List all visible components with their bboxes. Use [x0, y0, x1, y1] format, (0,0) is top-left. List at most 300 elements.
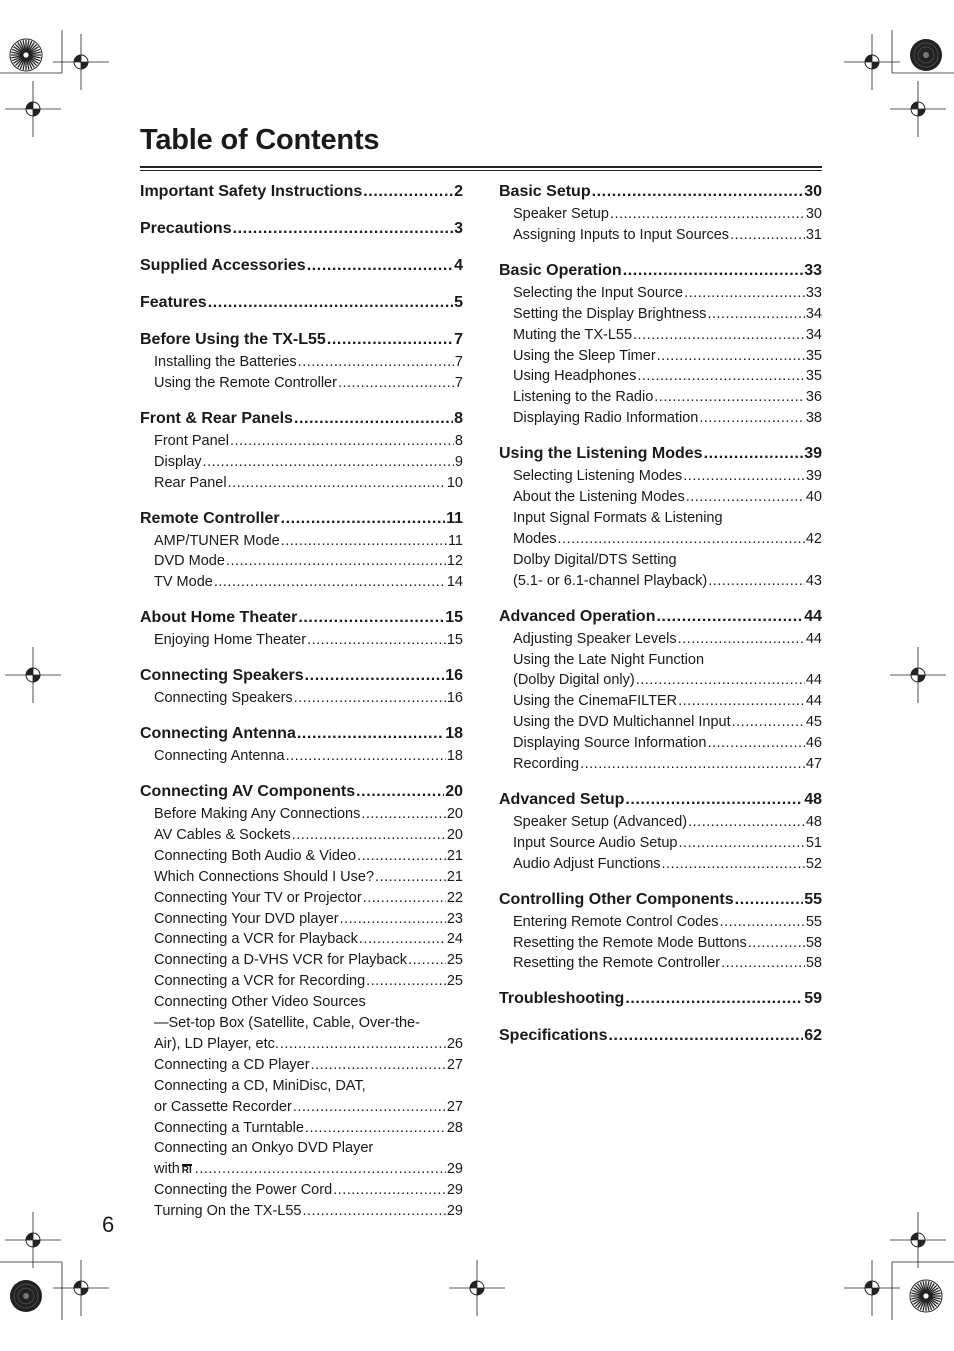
dot-leader: [356, 780, 444, 804]
toc-entry-page: 44: [805, 693, 822, 710]
toc-entry-line: Input Signal Formats & Listening: [513, 509, 723, 526]
toc-entry-page: 51: [805, 834, 822, 851]
toc-entry-text: Resetting the Remote Controller: [513, 955, 721, 972]
toc-entry: [499, 225, 822, 246]
toc-heading-text: About Home Theater: [140, 609, 298, 627]
dot-leader: [608, 1024, 803, 1048]
dot-leader: [327, 328, 453, 352]
toc-entry: [140, 551, 463, 572]
toc-left-column: [140, 180, 463, 1235]
toc-heading: [499, 259, 822, 283]
toc-entry-text: Installing the Batteries: [154, 354, 297, 370]
toc-entry: [140, 1159, 463, 1180]
toc-heading: [140, 328, 463, 352]
toc-heading-page: 7: [454, 331, 463, 348]
toc-entry-text: Selecting the Input Source: [513, 284, 684, 301]
toc-entry: [140, 746, 463, 767]
toc-entry-text: Connecting Both Audio & Video: [154, 847, 357, 864]
toc-entry: [499, 408, 822, 429]
toc-entry: [499, 670, 822, 691]
toc-entry-text: DVD Mode: [154, 553, 225, 570]
toc-heading-text: Supplied Accessories: [140, 257, 306, 274]
toc-entry-page: 29: [446, 1203, 463, 1220]
dot-leader: [357, 846, 446, 867]
toc-section: [140, 722, 463, 767]
dot-leader: [683, 466, 805, 487]
title-rule-thin: [140, 170, 822, 171]
toc-entry-text: Display: [154, 453, 202, 470]
toc-heading-page: 48: [804, 790, 822, 808]
toc-entry: [499, 912, 822, 933]
toc-entry-text: Audio Adjust Functions: [513, 855, 661, 872]
ri-logo-icon: RI: [181, 1165, 192, 1177]
toc-heading-page: 30: [804, 183, 822, 200]
toc-entry: [499, 933, 822, 954]
toc-entry-page: 16: [446, 690, 463, 707]
toc-entry-text: Input Source Audio Setup: [513, 834, 678, 851]
dot-leader: [307, 630, 446, 651]
toc-entry: [499, 833, 822, 854]
toc-section: [499, 442, 822, 591]
toc-heading-page: 55: [804, 890, 822, 908]
toc-heading-text: Controlling Other Components: [499, 890, 734, 908]
toc-heading: [499, 605, 822, 629]
toc-entry-page: 7: [454, 374, 463, 391]
toc-entry-text: Before Making Any Connections: [154, 805, 361, 822]
toc-heading-text: Remote Controller: [140, 509, 280, 527]
toc-heading-page: 59: [804, 990, 822, 1008]
toc-heading: [140, 606, 463, 630]
toc-section: [140, 254, 463, 278]
toc-entry-text: Connecting a CD Player: [154, 1056, 310, 1073]
toc-entry: [140, 630, 463, 651]
toc-heading: [140, 217, 463, 241]
toc-entry-page: 25: [446, 973, 463, 990]
toc-heading: [499, 442, 822, 466]
dot-leader: [305, 664, 445, 688]
toc-entry: [499, 629, 822, 650]
title-rule: [140, 166, 822, 168]
toc-heading-text: Advanced Setup: [499, 790, 625, 808]
toc-entry-page: 29: [446, 1182, 463, 1199]
toc-heading: [499, 788, 822, 812]
toc-entry: [140, 1097, 463, 1118]
toc-heading-page: 4: [454, 257, 463, 274]
toc-heading-page: 39: [804, 445, 822, 463]
toc-entry-text: Adjusting Speaker Levels: [513, 630, 677, 647]
toc-entry: [499, 529, 822, 550]
dot-leader: [298, 352, 454, 373]
toc-entry: [140, 531, 463, 552]
toc-entry: [140, 373, 463, 394]
toc-entry: [499, 487, 822, 508]
dot-leader: [633, 325, 805, 346]
toc-entry: [140, 1055, 463, 1076]
dot-leader: [699, 408, 804, 429]
toc-entry-text: Setting the Display Brightness: [513, 305, 707, 322]
toc-entry-text: Connecting Your DVD player: [154, 910, 339, 927]
toc-entry-page: 35: [805, 347, 822, 364]
toc-heading-page: 18: [445, 725, 463, 743]
toc-entry-page: 23: [446, 910, 463, 927]
toc-section: [499, 888, 822, 975]
toc-heading: [140, 180, 463, 204]
toc-entry-text: Muting the TX-L55: [513, 326, 633, 343]
page-title: Table of Contents: [140, 124, 380, 156]
toc-heading: [140, 780, 463, 804]
dot-leader: [361, 804, 446, 825]
toc-entry-text: (5.1- or 6.1-channel Playback): [513, 572, 708, 589]
toc-entry-page: 36: [805, 389, 822, 406]
toc-entry: [499, 691, 822, 712]
dot-leader: [707, 733, 804, 754]
toc-entry-page: 39: [805, 468, 822, 485]
dot-leader: [720, 912, 805, 933]
toc-heading: [140, 664, 463, 688]
toc-entry-page: 28: [446, 1119, 463, 1136]
dot-leader: [298, 606, 444, 630]
toc-entry-text: Rear Panel: [154, 474, 227, 491]
toc-heading-text: Using the Listening Modes: [499, 445, 703, 463]
toc-heading: [499, 180, 822, 204]
toc-entry-text: Connecting Speakers: [154, 690, 293, 707]
toc-entry-page: 34: [805, 305, 822, 322]
toc-entry-page: 46: [805, 735, 822, 752]
dot-leader: [686, 487, 805, 508]
toc-entry-text: Connecting a Turntable: [154, 1119, 304, 1136]
toc-section: [140, 217, 463, 241]
toc-section: [499, 1024, 822, 1048]
toc-entry: [140, 1118, 463, 1139]
toc-entry: [140, 572, 463, 593]
toc-heading-text: Features: [140, 294, 207, 311]
toc-heading-page: 62: [804, 1027, 822, 1045]
toc-entry: [140, 971, 463, 992]
toc-entry: [499, 854, 822, 875]
toc-heading-text: Before Using the TX-L55: [140, 331, 326, 348]
toc-entry-text: Using the DVD Multichannel Input: [513, 714, 731, 731]
toc-entry-text: AV Cables & Sockets: [154, 826, 291, 843]
dot-leader: [684, 283, 805, 304]
toc-heading: [140, 407, 463, 431]
toc-entry-page: 35: [805, 368, 822, 385]
dot-leader: [363, 180, 453, 204]
toc-entry-text: Assigning Inputs to Input Sources: [513, 226, 730, 243]
dot-leader: [678, 691, 805, 712]
toc-entry-text: Connecting a D-VHS VCR for Playback: [154, 952, 408, 969]
toc-entry-page: 47: [805, 756, 822, 773]
toc-section: [140, 606, 463, 651]
dot-leader: [294, 688, 446, 709]
dot-leader: [636, 670, 805, 691]
toc-entry-page: 7: [454, 354, 463, 370]
toc-entry-page: 20: [446, 805, 463, 822]
toc-entry: [499, 733, 822, 754]
toc-heading: [140, 507, 463, 531]
dot-leader: [230, 431, 454, 452]
toc-entry-text: Connecting Your TV or Projector: [154, 889, 362, 906]
toc-entry: [140, 688, 463, 709]
dot-leader: [637, 366, 805, 387]
toc-entry-page: 31: [805, 226, 822, 243]
dot-leader: [656, 605, 803, 629]
toc-entry-page: 15: [446, 632, 463, 649]
toc-entry-text: or Cassette Recorder: [154, 1098, 292, 1115]
toc-entry-page: 44: [805, 672, 822, 689]
toc-entry-page: 42: [805, 530, 822, 547]
toc-entry-page: 12: [446, 553, 463, 570]
toc-entry-page: 52: [805, 855, 822, 872]
toc-entry-line: Connecting Other Video Sources: [154, 994, 366, 1011]
toc-entry: [140, 452, 463, 473]
dot-leader: [730, 225, 805, 246]
toc-section: [140, 180, 463, 204]
dot-leader: [280, 1034, 446, 1055]
dot-leader: [708, 571, 805, 592]
toc-entry-line: Dolby Digital/DTS Setting: [513, 551, 677, 568]
toc-entry-page: 10: [446, 474, 463, 491]
dot-leader: [654, 387, 805, 408]
toc-entry: [499, 571, 822, 592]
toc-entry-text: Recording: [513, 756, 580, 773]
toc-section: [499, 987, 822, 1011]
dot-leader: [748, 933, 805, 954]
dot-leader: [366, 971, 446, 992]
toc-entry-text: Using the Sleep Timer: [513, 347, 656, 364]
toc-entry-page: 30: [805, 206, 822, 222]
dot-leader: [625, 987, 803, 1011]
toc-entry: [499, 283, 822, 304]
toc-section: [140, 328, 463, 394]
dot-leader: [281, 507, 446, 531]
toc-entry-text: AMP/TUNER Mode: [154, 532, 280, 549]
toc-entry: [499, 812, 822, 833]
toc-heading-text: Advanced Operation: [499, 607, 656, 625]
toc-heading-text: Precautions: [140, 220, 232, 237]
toc-entry-text: with: [154, 1161, 180, 1178]
toc-heading-text: Connecting Antenna: [140, 725, 296, 743]
toc-entry: [499, 204, 822, 225]
dot-leader: [610, 204, 805, 225]
toc-entry-page: 9: [454, 453, 463, 470]
toc-entry-line: Connecting an Onkyo DVD Player: [154, 1140, 374, 1157]
toc-entry-text: TV Mode: [154, 574, 213, 591]
toc-entry-text: Front Panel: [154, 432, 229, 449]
toc-entry-text: Entering Remote Control Codes: [513, 913, 719, 930]
toc-entry-text: (Dolby Digital only): [513, 672, 635, 689]
toc-entry: [499, 304, 822, 325]
toc-heading-page: 20: [445, 782, 463, 800]
toc-heading-text: Troubleshooting: [499, 990, 625, 1008]
toc-heading-text: Specifications: [499, 1027, 608, 1045]
dot-leader: [292, 825, 446, 846]
toc-entry-page: 22: [446, 889, 463, 906]
toc-entry: [140, 1201, 463, 1222]
toc-entry: [499, 387, 822, 408]
toc-heading: [499, 1024, 822, 1048]
dot-leader: [303, 1201, 446, 1222]
dot-leader: [408, 950, 446, 971]
toc-entry: [499, 325, 822, 346]
page-number: 6: [102, 1212, 115, 1237]
toc-entry-text: Speaker Setup (Advanced): [513, 813, 688, 830]
toc-entry-page: 21: [446, 847, 463, 864]
toc-section: [499, 259, 822, 429]
toc-entry: [140, 431, 463, 452]
toc-heading: [140, 291, 463, 315]
dot-leader: [340, 909, 446, 930]
toc-heading-text: Connecting Speakers: [140, 667, 304, 685]
toc-heading: [499, 987, 822, 1011]
dot-leader: [305, 1118, 446, 1139]
toc-entry-text: Connecting Antenna: [154, 748, 285, 765]
toc-entry-page: 48: [805, 813, 822, 830]
toc-heading-page: 11: [446, 509, 463, 527]
toc-entry: [499, 466, 822, 487]
toc-section: [140, 291, 463, 315]
toc-entry-page: 27: [446, 1098, 463, 1115]
toc-entry-page: 34: [805, 326, 822, 343]
toc-heading-page: 8: [454, 409, 463, 427]
toc-entry: [140, 1034, 463, 1055]
dot-leader: [580, 754, 805, 775]
toc-entry-page: 8: [454, 432, 463, 449]
toc-entry-text: Connecting a VCR for Playback: [154, 931, 358, 948]
toc-entry-text: Using Headphones: [513, 368, 637, 385]
dot-leader: [208, 291, 453, 315]
toc-entry-page: 18: [446, 748, 463, 765]
toc-entry: [140, 804, 463, 825]
dot-leader: [226, 551, 446, 572]
toc-entry-text: Enjoying Home Theater: [154, 632, 307, 649]
toc-heading-page: 33: [804, 261, 822, 279]
toc-section: [140, 407, 463, 494]
toc-heading-page: 15: [445, 609, 463, 627]
dot-leader: [338, 373, 454, 394]
toc-entry: [499, 346, 822, 367]
toc-heading-text: Basic Operation: [499, 261, 622, 279]
dot-leader: [732, 712, 805, 733]
dot-leader: [375, 867, 446, 888]
toc-heading-text: Basic Setup: [499, 183, 591, 200]
toc-entry: [140, 888, 463, 909]
toc-right-column: [499, 180, 822, 1061]
toc-entry-page: 45: [805, 714, 822, 731]
toc-entry-page: 25: [446, 952, 463, 969]
dot-leader: [286, 746, 446, 767]
dot-leader: [707, 304, 804, 325]
toc-entry-page: 29: [446, 1161, 463, 1178]
toc-entry-text: Using the CinemaFILTER: [513, 693, 678, 710]
toc-heading: [140, 722, 463, 746]
toc-entry-text: Speaker Setup: [513, 206, 609, 222]
toc-entry-page: 20: [446, 826, 463, 843]
toc-heading-text: Connecting AV Components: [140, 782, 356, 800]
toc-entry-text: Resetting the Remote Mode Buttons: [513, 934, 747, 951]
toc-entry-text: Displaying Radio Information: [513, 410, 699, 427]
dot-leader: [307, 254, 453, 278]
toc-section: [140, 507, 463, 594]
toc-entry-line: Connecting a CD, MiniDisc, DAT,: [154, 1077, 366, 1094]
toc-entry-text: About the Listening Modes: [513, 489, 685, 506]
dot-leader: [294, 407, 453, 431]
toc-entry-line: —Set-top Box (Satellite, Cable, Over-the-: [154, 1015, 420, 1032]
toc-section: [140, 780, 463, 1222]
toc-section: [499, 605, 822, 775]
toc-heading-text: Important Safety Instructions: [140, 183, 363, 200]
dot-leader: [662, 854, 805, 875]
toc-entry-text: Listening to the Radio: [513, 389, 654, 406]
toc-entry: [499, 366, 822, 387]
dot-leader: [592, 180, 804, 204]
dot-leader: [678, 629, 805, 650]
toc-entry: [140, 929, 463, 950]
dot-leader: [311, 1055, 446, 1076]
dot-leader: [293, 1097, 446, 1118]
toc-heading: [499, 888, 822, 912]
toc-heading-page: 16: [445, 667, 463, 685]
dot-leader: [623, 259, 804, 283]
toc-entry-page: 21: [446, 868, 463, 885]
toc-entry-text: Modes: [513, 530, 557, 547]
toc-heading-page: 2: [454, 183, 463, 200]
toc-entry: [499, 754, 822, 775]
dot-leader: [657, 346, 805, 367]
toc-entry-text: Connecting a VCR for Recording: [154, 973, 366, 990]
dot-leader: [704, 442, 804, 466]
toc-entry-page: 58: [805, 955, 822, 972]
toc-entry-page: 44: [805, 630, 822, 647]
toc-entry: [140, 909, 463, 930]
toc-entry-text: Turning On the TX-L55: [154, 1203, 302, 1220]
toc-entry-text: Selecting Listening Modes: [513, 468, 683, 485]
toc-entry: [140, 473, 463, 494]
toc-section: [499, 180, 822, 246]
dot-leader: [678, 833, 804, 854]
toc-entry-line: Using the Late Night Function: [513, 651, 705, 668]
toc-entry-page: 38: [805, 410, 822, 427]
toc-entry-text: Connecting the Power Cord: [154, 1182, 333, 1199]
dot-leader: [203, 452, 454, 473]
toc-entry: [140, 867, 463, 888]
dot-leader: [721, 953, 805, 974]
dot-leader: [333, 1180, 446, 1201]
dot-leader: [233, 217, 454, 241]
toc-entry-text: Air), LD Player, etc.: [154, 1035, 279, 1052]
toc-heading-page: 44: [804, 607, 822, 625]
toc-entry: [499, 712, 822, 733]
toc-entry-page: 55: [805, 913, 822, 930]
dot-leader: [735, 888, 804, 912]
toc-entry-text: Using the Remote Controller: [154, 374, 337, 391]
toc-heading: [140, 254, 463, 278]
toc-entry-text: Displaying Source Information: [513, 735, 707, 752]
dot-leader: [214, 572, 446, 593]
toc-entry: [499, 953, 822, 974]
toc-entry-page: 27: [446, 1056, 463, 1073]
toc-entry-page: 33: [805, 284, 822, 301]
toc-entry-page: 11: [447, 532, 463, 549]
toc-entry-page: 43: [805, 572, 822, 589]
toc-entry: [140, 1180, 463, 1201]
dot-leader: [359, 929, 446, 950]
toc-entry-page: 26: [446, 1035, 463, 1052]
toc-entry: [140, 846, 463, 867]
dot-leader: [363, 888, 446, 909]
toc-entry-page: 24: [446, 931, 463, 948]
toc-heading-page: 3: [454, 220, 463, 237]
toc-entry: [140, 950, 463, 971]
